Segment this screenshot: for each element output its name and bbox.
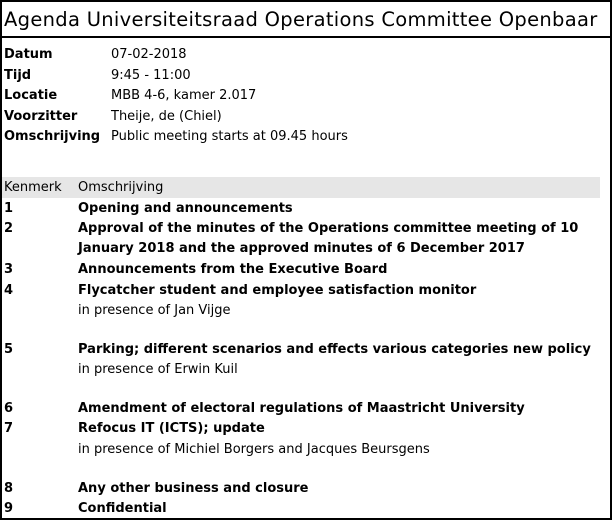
meta-label: Datum — [4, 47, 53, 62]
item-number: 3 — [4, 262, 14, 277]
item-number: 4 — [4, 283, 14, 298]
table-header — [2, 177, 600, 198]
meta-value: MBB 4-6, kamer 2.017 — [111, 88, 257, 103]
item-title: Approval of the minutes of the Operations committee meeting of 10 January 2018 and the approved minutes of 6 December 2017 — [78, 221, 579, 256]
item-presenter: in presence of Jan Vijge — [78, 303, 231, 318]
item-title: Parking; different scenarios and effects various categories new policy — [78, 342, 591, 357]
item-number: 6 — [4, 401, 14, 416]
header-kenmerk: Kenmerk — [4, 180, 62, 195]
item-number: 8 — [4, 481, 14, 496]
item-number: 2 — [4, 221, 14, 236]
meta-label: Voorzitter — [4, 109, 78, 124]
meta-label: Omschrijving — [4, 129, 101, 144]
title-divider — [2, 36, 610, 38]
meta-value: 9:45 - 11:00 — [111, 68, 191, 83]
item-presenter: in presence of Michiel Borgers and Jacques Beursgens — [78, 442, 430, 457]
item-title: Announcements from the Executive Board — [78, 262, 388, 277]
meta-value: Theije, de (Chiel) — [111, 109, 222, 124]
item-number: 5 — [4, 342, 14, 357]
header-omschrijving: Omschrijving — [78, 180, 164, 195]
item-title: Amendment of electoral regulations of Maastricht University — [78, 401, 525, 416]
item-number: 1 — [4, 201, 14, 216]
item-title: Refocus IT (ICTS); update — [78, 421, 265, 436]
meta-value: Public meeting starts at 09.45 hours — [111, 129, 348, 144]
item-title: Flycatcher student and employee satisfaction monitor — [78, 283, 477, 298]
item-title: Opening and announcements — [78, 201, 293, 216]
item-number: 7 — [4, 421, 14, 436]
page-title: Agenda Universiteitsraad Operations Committee Openbaar — [4, 8, 598, 31]
meta-label: Tijd — [4, 68, 32, 83]
item-number: 9 — [4, 501, 14, 516]
item-presenter: in presence of Erwin Kuil — [78, 362, 238, 377]
meta-label: Locatie — [4, 88, 58, 103]
item-title: Any other business and closure — [78, 481, 309, 496]
meta-value: 07-02-2018 — [111, 47, 187, 62]
item-title: Confidential — [78, 501, 167, 516]
